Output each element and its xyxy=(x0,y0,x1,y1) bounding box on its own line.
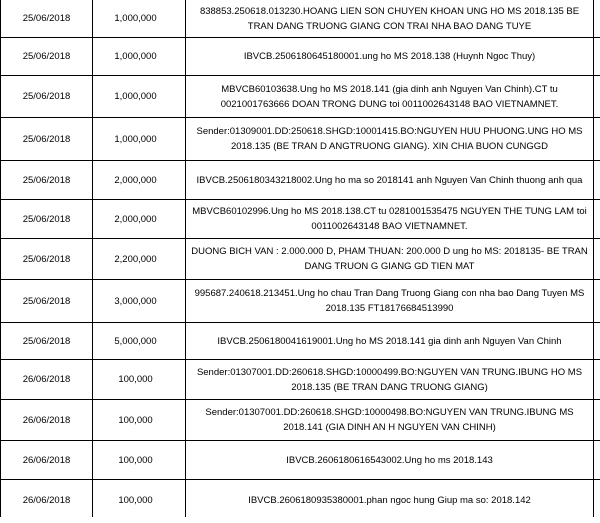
date-cell: 26/06/2018 xyxy=(1,441,93,480)
amount-cell: 100,000 xyxy=(93,400,186,441)
description-cell: Sender:01309001.DD:250618.SHGD:10001415.BO:NGUYEN HUU PHUONG.UNG HO MS 2018.135 (BE TRAN D ANGTRUONG GIANG). XIN CHIA BUON CUNGGD xyxy=(186,118,594,161)
amount-cell: 3,000,000 xyxy=(93,280,186,323)
description-cell: Sender:01307001.DD:260618.SHGD:10000499.BO:NGUYEN VAN TRUNG.IBUNG HO MS 2018.135 (BE TRAN DANG TRUONG GIANG) xyxy=(186,360,594,400)
description-cell: 995687.240618.213451.Ung ho chau Tran Dang Truong Giang con nha bao Dang Tuyen MS 2018.135 FT18176684513990 xyxy=(186,280,594,323)
donation-table-body xyxy=(1,0,600,522)
date-cell: 26/06/2018 xyxy=(1,480,93,522)
date-cell: 25/06/2018 xyxy=(1,38,93,76)
description-cell: IBVCB.2606180935380001.phan ngoc hung Giup ma so: 2018.142 xyxy=(186,480,594,522)
description-cell: IBVCB.2506180041619001.Ung ho MS 2018.141 gia dinh anh Nguyen Van Chinh xyxy=(186,323,594,360)
edge-cell xyxy=(594,0,600,38)
date-cell: 25/06/2018 xyxy=(1,239,93,280)
amount-cell: 1,000,000 xyxy=(93,38,186,76)
edge-cell xyxy=(594,118,600,161)
edge-cell xyxy=(594,323,600,360)
edge-cell xyxy=(594,161,600,200)
edge-cell xyxy=(594,38,600,76)
amount-cell: 100,000 xyxy=(93,480,186,522)
amount-cell: 1,000,000 xyxy=(93,0,186,38)
date-cell: 25/06/2018 xyxy=(1,200,93,239)
description-cell: IBVCB.2506180645180001.ung ho MS 2018.138 (Huynh Ngoc Thuy) xyxy=(186,38,594,76)
edge-cell xyxy=(594,280,600,323)
amount-cell: 1,000,000 xyxy=(93,76,186,118)
table-row xyxy=(1,38,600,76)
amount-cell: 2,000,000 xyxy=(93,200,186,239)
date-cell: 25/06/2018 xyxy=(1,118,93,161)
amount-cell: 100,000 xyxy=(93,441,186,480)
table-row xyxy=(1,480,600,522)
table-row xyxy=(1,360,600,400)
amount-cell: 100,000 xyxy=(93,360,186,400)
date-cell: 26/06/2018 xyxy=(1,360,93,400)
description-cell: 838853.250618.013230.HOANG LIEN SON CHUYEN KHOAN UNG HO MS 2018.135 BE TRAN DANG TRUONG GIANG CON TRAI NHA BAO DANG TUYE xyxy=(186,0,594,38)
date-cell: 26/06/2018 xyxy=(1,400,93,441)
table-row xyxy=(1,76,600,118)
amount-cell: 5,000,000 xyxy=(93,323,186,360)
table-row xyxy=(1,200,600,239)
table-row xyxy=(1,441,600,480)
table-row xyxy=(1,323,600,360)
table-row xyxy=(1,0,600,38)
edge-cell xyxy=(594,441,600,480)
edge-cell xyxy=(594,200,600,239)
table-row xyxy=(1,400,600,441)
date-cell: 25/06/2018 xyxy=(1,76,93,118)
edge-cell xyxy=(594,76,600,118)
date-cell: 25/06/2018 xyxy=(1,161,93,200)
table-row xyxy=(1,161,600,200)
edge-cell xyxy=(594,239,600,280)
amount-cell: 1,000,000 xyxy=(93,118,186,161)
table-row xyxy=(1,239,600,280)
table-row xyxy=(1,118,600,161)
description-cell: DUONG BICH VAN : 2.000.000 D, PHAM THUAN: 200.000 D ung ho MS: 2018135- BE TRAN DANG TRUON G GIANG GD TIEN MAT xyxy=(186,239,594,280)
edge-cell xyxy=(594,480,600,522)
date-cell: 25/06/2018 xyxy=(1,0,93,38)
amount-cell: 2,200,000 xyxy=(93,239,186,280)
edge-cell xyxy=(594,360,600,400)
description-cell: MBVCB60102996.Ung ho MS 2018.138.CT tu 0281001535475 NGUYEN THE TUNG LAM toi 0011002643148 BAO VIETNAMNET. xyxy=(186,200,594,239)
edge-cell xyxy=(594,400,600,441)
date-cell: 25/06/2018 xyxy=(1,280,93,323)
amount-cell: 2,000,000 xyxy=(93,161,186,200)
date-cell: 25/06/2018 xyxy=(1,323,93,360)
description-cell: Sender:01307001.DD:260618.SHGD:10000498.BO:NGUYEN VAN TRUNG.IBUNG MS 2018.141 (GIA DINH AN H NGUYEN VAN CHINH) xyxy=(186,400,594,441)
description-cell: MBVCB60103638.Ung ho MS 2018.141 (gia dinh anh Nguyen Van Chinh).CT tu 0021001763666 DOAN TRONG DUNG toi 0011002643148 BAO VIETNAMNET. xyxy=(186,76,594,118)
description-cell: IBVCB.2606180616543002.Ung ho ms 2018.143 xyxy=(186,441,594,480)
table-row xyxy=(1,280,600,323)
description-cell: IBVCB.2506180343218002.Ung ho ma so 2018141 anh Nguyen Van Chinh thuong anh qua xyxy=(186,161,594,200)
